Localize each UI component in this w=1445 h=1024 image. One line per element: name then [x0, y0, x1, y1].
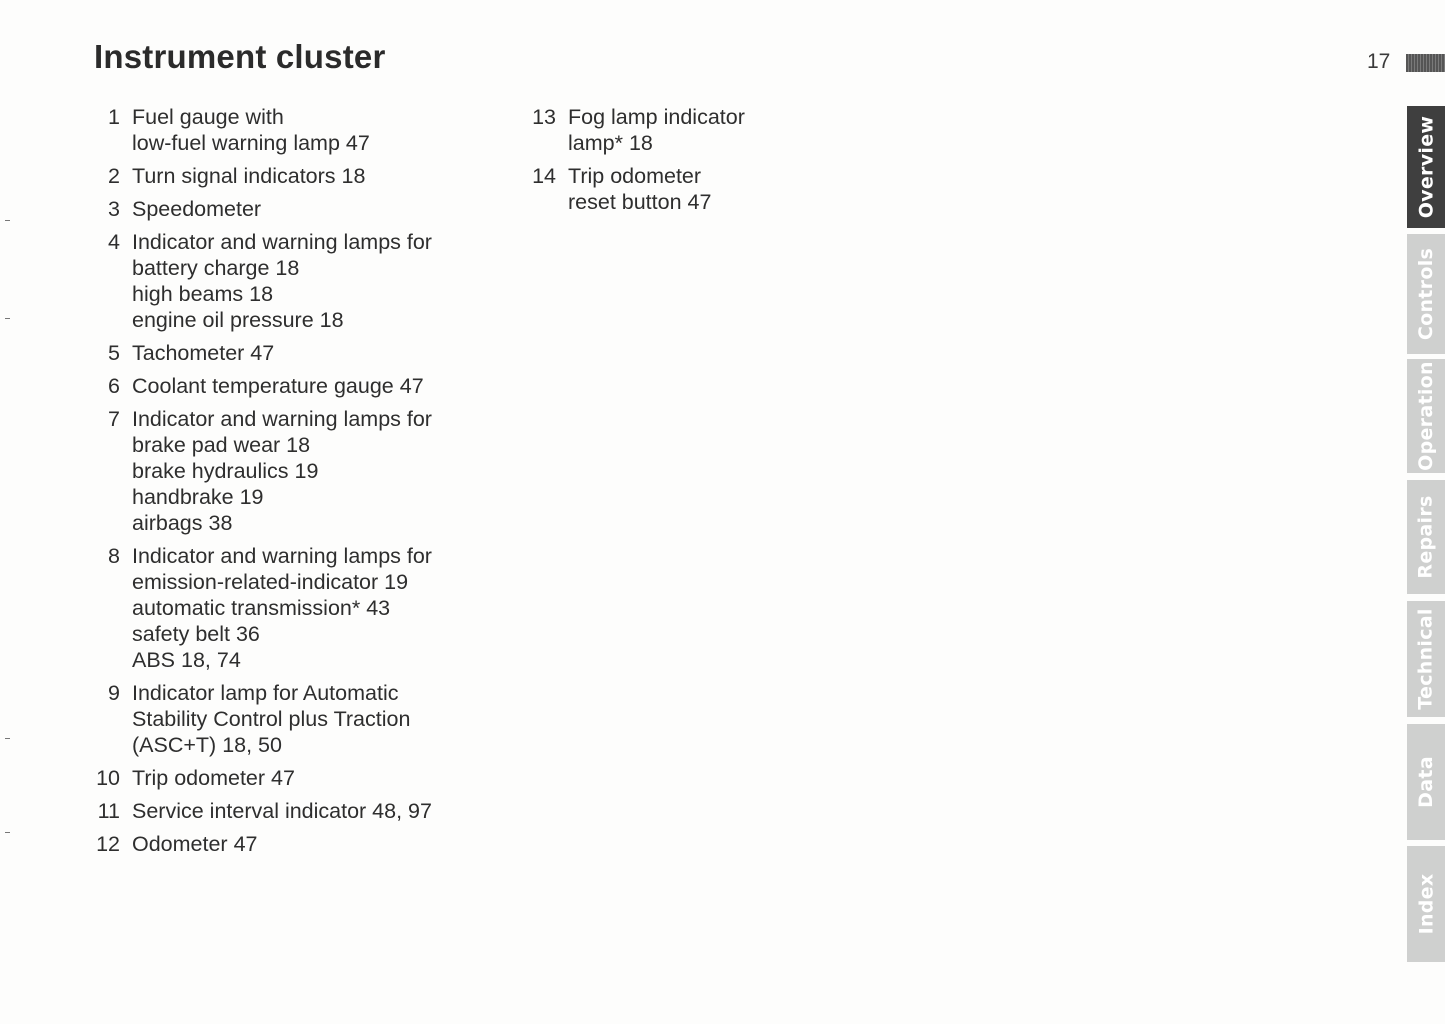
item-text: Trip odometer 47	[132, 766, 295, 790]
item-text: emission-related-indicator 19	[132, 570, 409, 594]
item-text: engine oil pressure 18	[132, 308, 344, 332]
page-title: Instrument cluster	[94, 38, 386, 75]
tab-label: Controls	[1415, 247, 1438, 341]
legend-item	[86, 680, 486, 758]
item-number: 7	[108, 407, 120, 431]
item-text: airbags 38	[132, 511, 233, 535]
legend-item	[86, 765, 486, 791]
item-text: Fuel gauge with	[132, 105, 284, 129]
tab-repairs[interactable]	[1407, 480, 1445, 594]
legend-item	[86, 163, 486, 189]
item-text: battery charge 18	[132, 256, 300, 280]
item-number: 13	[532, 105, 556, 129]
item-text: Service interval indicator 48, 97	[132, 799, 432, 823]
item-text: lamp* 18	[568, 131, 653, 155]
item-number: 4	[108, 230, 120, 254]
edge-mark	[5, 832, 10, 833]
tab-label: Overview	[1415, 115, 1437, 219]
item-text: high beams 18	[132, 282, 274, 306]
item-number: 1	[108, 105, 120, 129]
item-text: Stability Control plus Traction	[132, 707, 411, 731]
item-number: 9	[108, 681, 120, 705]
item-number: 11	[97, 799, 120, 823]
item-text: Tachometer 47	[132, 341, 275, 365]
tab-label: Index	[1415, 873, 1437, 935]
item-number: 12	[96, 832, 120, 856]
item-text: Indicator and warning lamps for	[132, 407, 432, 431]
item-number: 10	[96, 766, 120, 790]
legend-item	[86, 831, 486, 857]
page-number: 17	[1367, 50, 1391, 73]
item-text: Odometer 47	[132, 832, 258, 856]
legend-item	[86, 104, 486, 156]
item-number: 8	[108, 544, 120, 568]
item-text: ABS 18, 74	[132, 648, 241, 672]
tab-label: Operation	[1415, 361, 1437, 471]
item-number: 14	[532, 164, 556, 188]
item-text: Turn signal indicators 18	[132, 164, 366, 188]
page-marker	[1406, 54, 1445, 72]
legend-list-left	[86, 104, 486, 864]
tab-controls[interactable]	[1407, 234, 1445, 354]
legend-list-right	[522, 104, 802, 222]
tab-label: Repairs	[1415, 495, 1438, 579]
legend-item	[86, 543, 486, 673]
item-text: Coolant temperature gauge 47	[132, 374, 424, 398]
legend-item	[86, 196, 486, 222]
item-text: reset button 47	[568, 190, 712, 214]
tab-overview[interactable]	[1407, 106, 1445, 228]
item-text: Trip odometer	[568, 164, 702, 188]
item-text: brake pad wear 18	[132, 433, 311, 457]
item-text: Indicator and warning lamps for	[132, 544, 432, 568]
item-text: handbrake 19	[132, 485, 264, 509]
item-text: Fog lamp indicator	[568, 105, 745, 129]
item-number: 3	[108, 197, 120, 221]
item-text: Indicator and warning lamps for	[132, 230, 432, 254]
item-text: brake hydraulics 19	[132, 459, 319, 483]
item-number: 6	[108, 374, 120, 398]
item-number: 5	[108, 341, 120, 365]
tab-data[interactable]	[1407, 724, 1445, 840]
item-text: Indicator lamp for Automatic	[132, 681, 399, 705]
legend-item	[522, 104, 802, 156]
item-text: low-fuel warning lamp 47	[132, 131, 370, 155]
edge-mark	[5, 738, 10, 739]
edge-mark	[5, 220, 10, 221]
legend-item	[522, 163, 802, 215]
item-text: (ASC+T) 18, 50	[132, 733, 282, 757]
tab-label: Technical	[1415, 608, 1438, 710]
item-text: Speedometer	[132, 197, 262, 221]
tab-operation[interactable]	[1407, 359, 1445, 473]
item-text: safety belt 36	[132, 622, 260, 646]
legend-item	[86, 798, 486, 824]
item-text: automatic transmission* 43	[132, 596, 391, 620]
tab-technical[interactable]	[1407, 601, 1445, 717]
item-number: 2	[108, 164, 120, 188]
legend-item	[86, 340, 486, 366]
legend-item	[86, 406, 486, 536]
tab-index[interactable]	[1407, 846, 1445, 962]
legend-item	[86, 373, 486, 399]
edge-mark	[5, 318, 10, 319]
tab-label: Data	[1415, 756, 1438, 808]
legend-item	[86, 229, 486, 333]
